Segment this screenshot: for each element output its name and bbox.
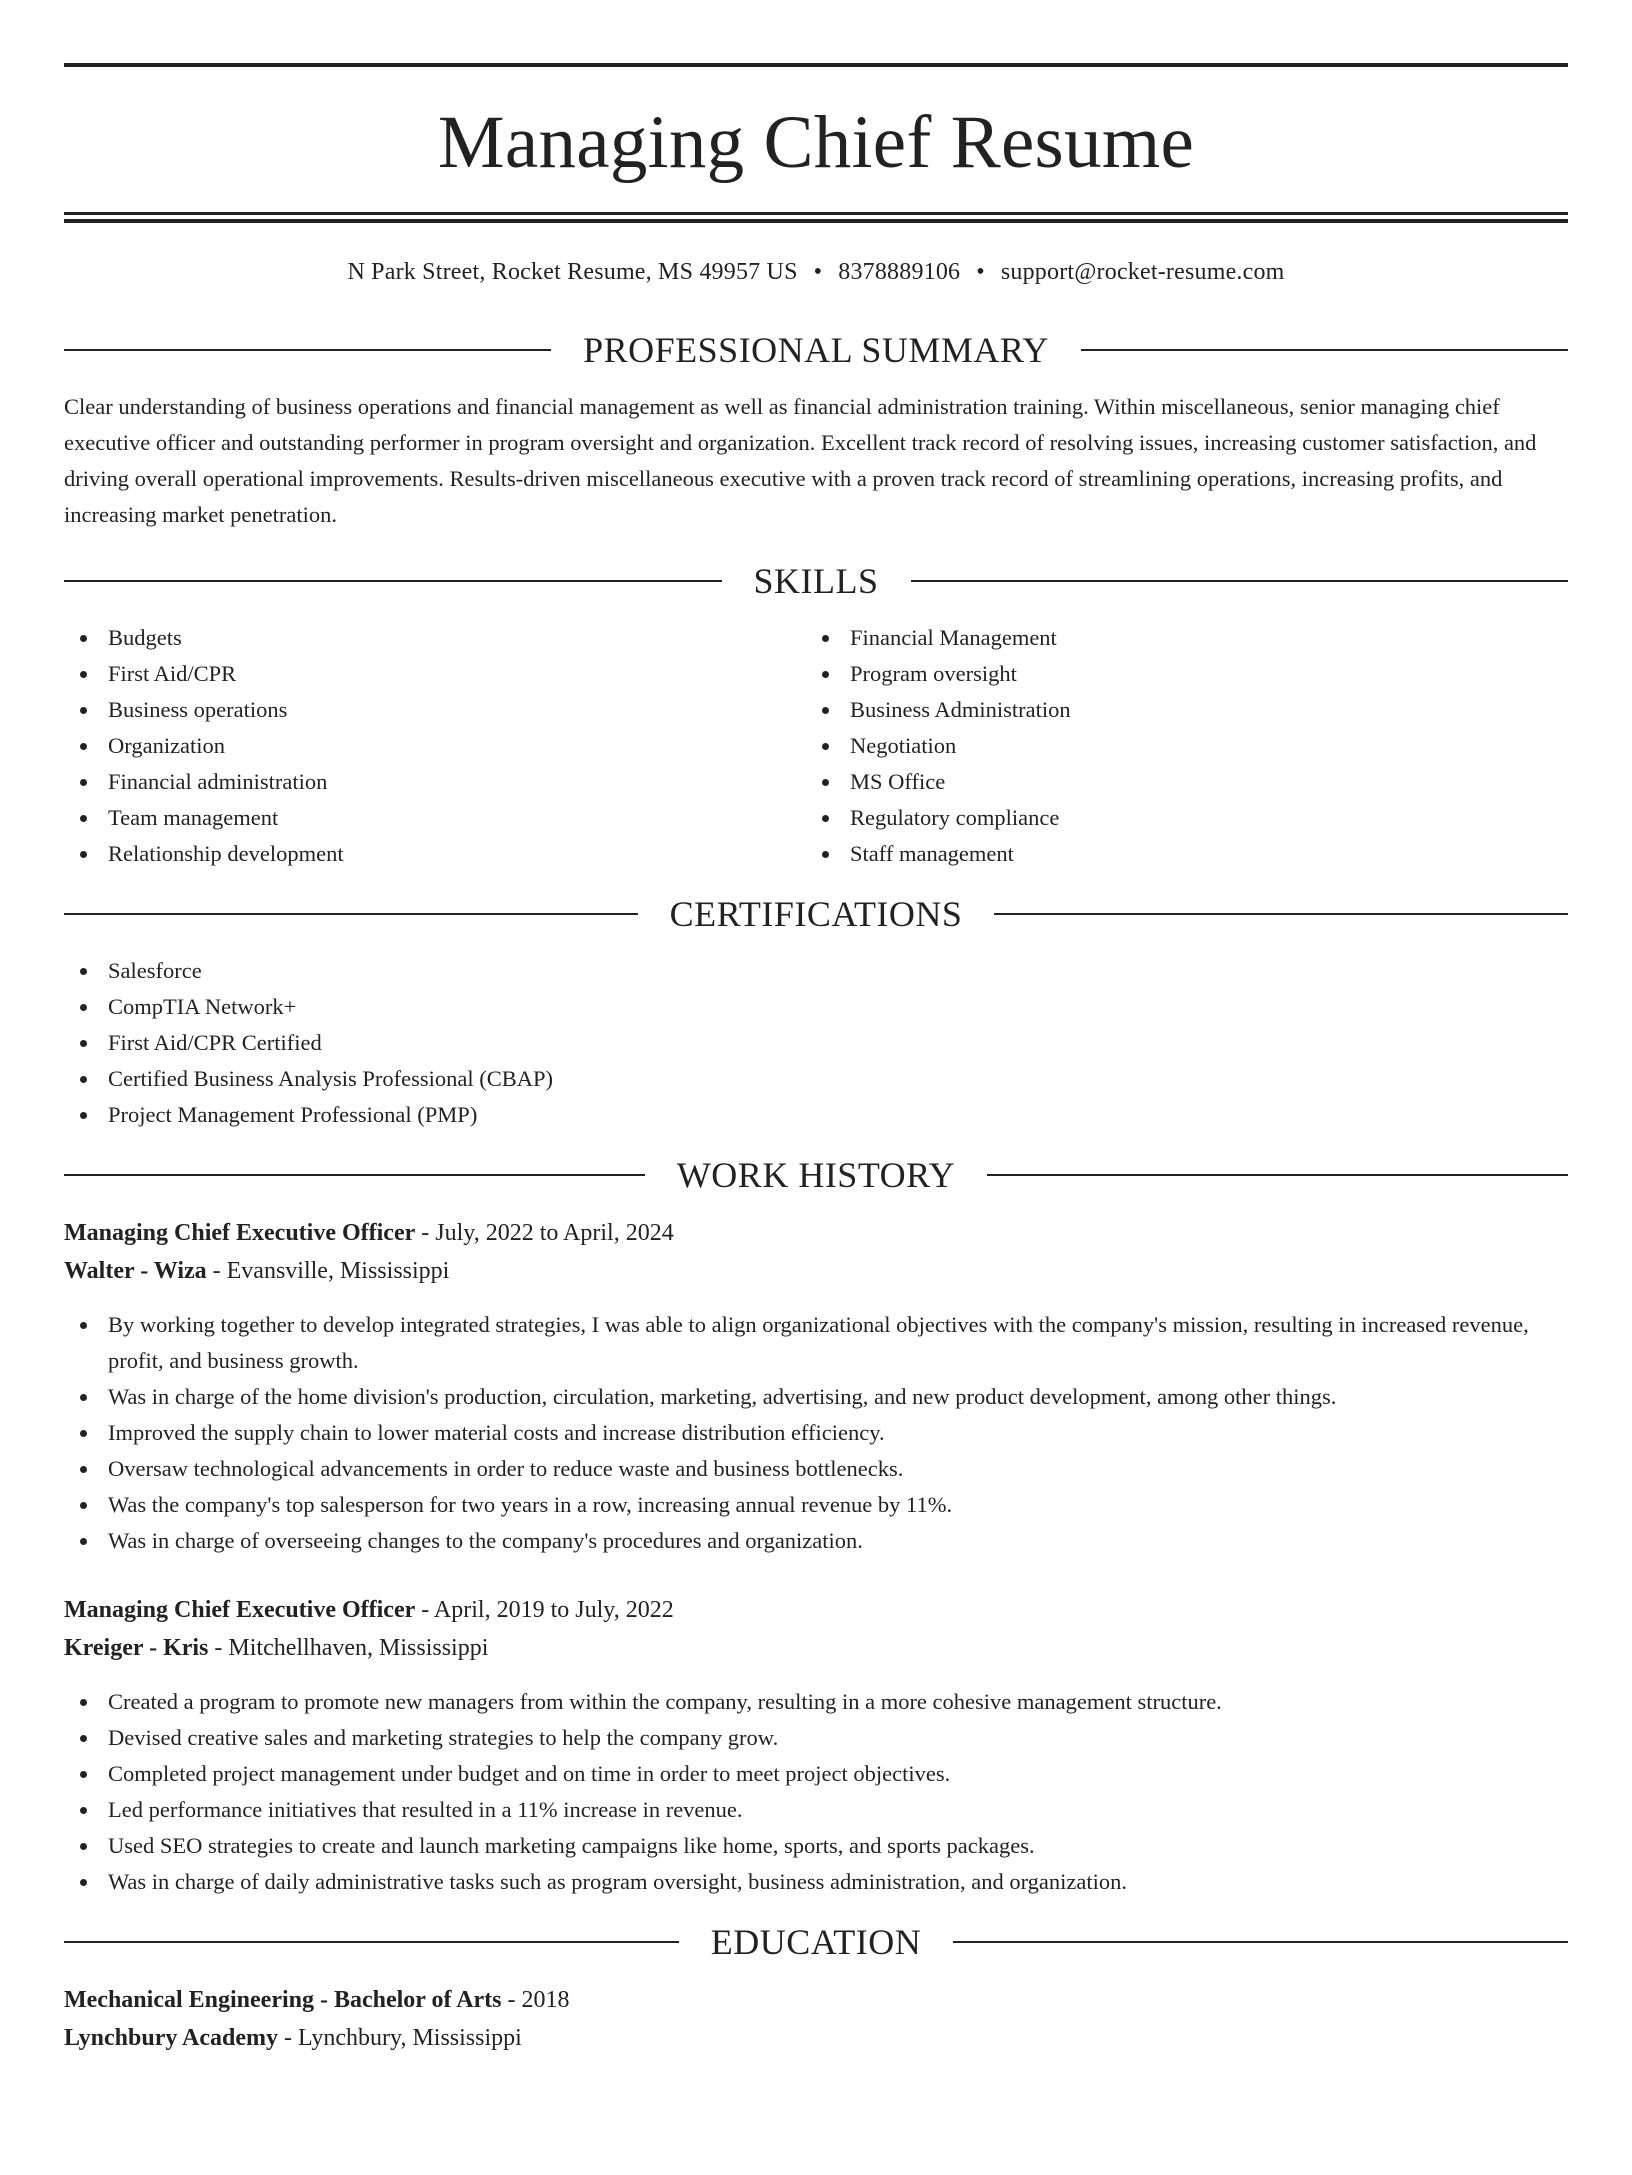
contact-email[interactable]: support@rocket-resume.com <box>1000 259 1285 285</box>
heading-rule-left <box>64 913 638 915</box>
certification-item: Salesforce <box>64 953 1568 989</box>
job-title: Managing Chief Executive Officer <box>64 1220 416 1246</box>
education-school: Lynchbury Academy <box>64 2025 279 2051</box>
summary-text: Clear understanding of business operations and financial management as well as financial administration training. Within miscellaneous, senior managing chief executive officer and outstanding performer in program oversight and organization. Excellent track record of resolving issues, increasing customer satisfaction, and driving overall operational improvements. Results-driven miscellaneous executive with a proven track record of streamlining operations, increasing profits, and increasing market penetration. <box>64 394 1537 527</box>
heading-rule-left <box>64 1941 679 1943</box>
skill-item: Staff management <box>806 836 1548 872</box>
education-location: - Lynchbury, Mississippi <box>278 2025 522 2051</box>
skill-item: Relationship development <box>64 836 806 872</box>
job-title-line <box>64 1591 1568 1629</box>
job-bullet: Oversaw technological advancements in order to reduce waste and business bottlenecks. <box>64 1451 1568 1487</box>
education-entry <box>64 1981 1568 2057</box>
job-bullet: Created a program to promote new managers from within the company, resulting in a more cohesive management structure. <box>64 1684 1568 1720</box>
heading-rule-left <box>64 1174 645 1176</box>
skills-heading: SKILLS <box>753 561 879 601</box>
skills-columns <box>64 620 1568 872</box>
skill-item: MS Office <box>806 764 1548 800</box>
job-bullet: Led performance initiatives that resulted in a 11% increase in revenue. <box>64 1792 1568 1828</box>
job-bullets <box>64 1307 1568 1559</box>
heading-rule-right <box>987 1174 1568 1176</box>
education-degree-line <box>64 1981 1568 2019</box>
education-year: - 2018 <box>501 1987 570 2013</box>
certification-item: CompTIA Network+ <box>64 989 1568 1025</box>
job-company-line <box>64 1252 1568 1290</box>
skills-list-left <box>64 620 806 872</box>
education-heading: EDUCATION <box>710 1922 922 1962</box>
skills-list-right <box>806 620 1548 872</box>
job-bullet: By working together to develop integrated strategies, I was able to align organizational objectives with the company's mission, resulting in increased revenue, profit, and business growth. <box>64 1307 1568 1379</box>
job-bullet: Improved the supply chain to lower material costs and increase distribution efficiency. <box>64 1415 1568 1451</box>
contact-phone[interactable]: 8378889106 <box>838 259 961 285</box>
heading-rule-left <box>64 349 551 351</box>
heading-rule-left <box>64 580 722 582</box>
heading-rule-right <box>994 913 1568 915</box>
certification-item: First Aid/CPR Certified <box>64 1025 1568 1061</box>
certification-item: Project Management Professional (PMP) <box>64 1097 1568 1133</box>
summary-heading: PROFESSIONAL SUMMARY <box>583 330 1049 370</box>
job-bullet: Was in charge of the home division's production, circulation, marketing, advertising, and new product development, among other things. <box>64 1379 1568 1415</box>
skill-item: Negotiation <box>806 728 1548 764</box>
section-heading-summary <box>64 332 1568 368</box>
section-heading-education <box>64 1924 1568 1960</box>
skill-item: Regulatory compliance <box>806 800 1548 836</box>
work-history-heading: WORK HISTORY <box>676 1155 956 1195</box>
resume-title: Managing Chief Resume <box>437 101 1195 184</box>
job-dates: - July, 2022 to April, 2024 <box>415 1220 674 1246</box>
education-school-line <box>64 2019 1568 2057</box>
skill-item: Business operations <box>64 692 806 728</box>
resume-page <box>0 63 1632 2175</box>
job-bullet: Was the company's top salesperson for two years in a row, increasing annual revenue by 11%. <box>64 1487 1568 1523</box>
section-heading-certifications <box>64 896 1568 932</box>
job-bullet: Completed project management under budget and on time in order to meet project objectives. <box>64 1756 1568 1792</box>
skill-item: First Aid/CPR <box>64 656 806 692</box>
skill-item: Financial Management <box>806 620 1548 656</box>
section-heading-work-history <box>64 1157 1568 1193</box>
job-location: - Mitchellhaven, Mississippi <box>208 1635 489 1661</box>
top-rule <box>64 63 1568 67</box>
job-location: - Evansville, Mississippi <box>206 1258 450 1284</box>
job-bullets <box>64 1684 1568 1900</box>
job-entry <box>64 1591 1568 1900</box>
section-heading-skills <box>64 563 1568 599</box>
education-degree: Mechanical Engineering - Bachelor of Arts <box>64 1987 502 2013</box>
job-bullet: Used SEO strategies to create and launch marketing campaigns like home, sports, and sports packages. <box>64 1828 1568 1864</box>
skill-item: Financial administration <box>64 764 806 800</box>
certifications-list <box>64 953 1568 1133</box>
skill-item: Team management <box>64 800 806 836</box>
job-entry <box>64 1214 1568 1559</box>
job-company: Kreiger - Kris <box>64 1635 209 1661</box>
job-title-line <box>64 1214 1568 1252</box>
certification-item: Certified Business Analysis Professional (CBAP) <box>64 1061 1568 1097</box>
heading-rule-right <box>953 1941 1568 1943</box>
title-double-rule <box>64 212 1568 223</box>
job-dates: - April, 2019 to July, 2022 <box>415 1597 674 1623</box>
skill-item: Budgets <box>64 620 806 656</box>
contact-line <box>64 260 1568 284</box>
skill-item: Program oversight <box>806 656 1548 692</box>
heading-rule-right <box>911 580 1569 582</box>
heading-rule-right <box>1081 349 1568 351</box>
job-bullet: Was in charge of overseeing changes to the company's procedures and organization. <box>64 1523 1568 1559</box>
job-title: Managing Chief Executive Officer <box>64 1597 416 1623</box>
certifications-heading: CERTIFICATIONS <box>669 894 963 934</box>
job-bullet: Devised creative sales and marketing strategies to help the company grow. <box>64 1720 1568 1756</box>
contact-address: N Park Street, Rocket Resume, MS 49957 US <box>347 259 798 285</box>
job-company-line <box>64 1629 1568 1667</box>
job-bullet: Was in charge of daily administrative tasks such as program oversight, business administration, and organization. <box>64 1864 1568 1900</box>
job-company: Walter - Wiza <box>64 1258 207 1284</box>
skill-item: Organization <box>64 728 806 764</box>
contact-separator: • <box>976 259 985 285</box>
skill-item: Business Administration <box>806 692 1548 728</box>
contact-separator: • <box>813 259 823 285</box>
